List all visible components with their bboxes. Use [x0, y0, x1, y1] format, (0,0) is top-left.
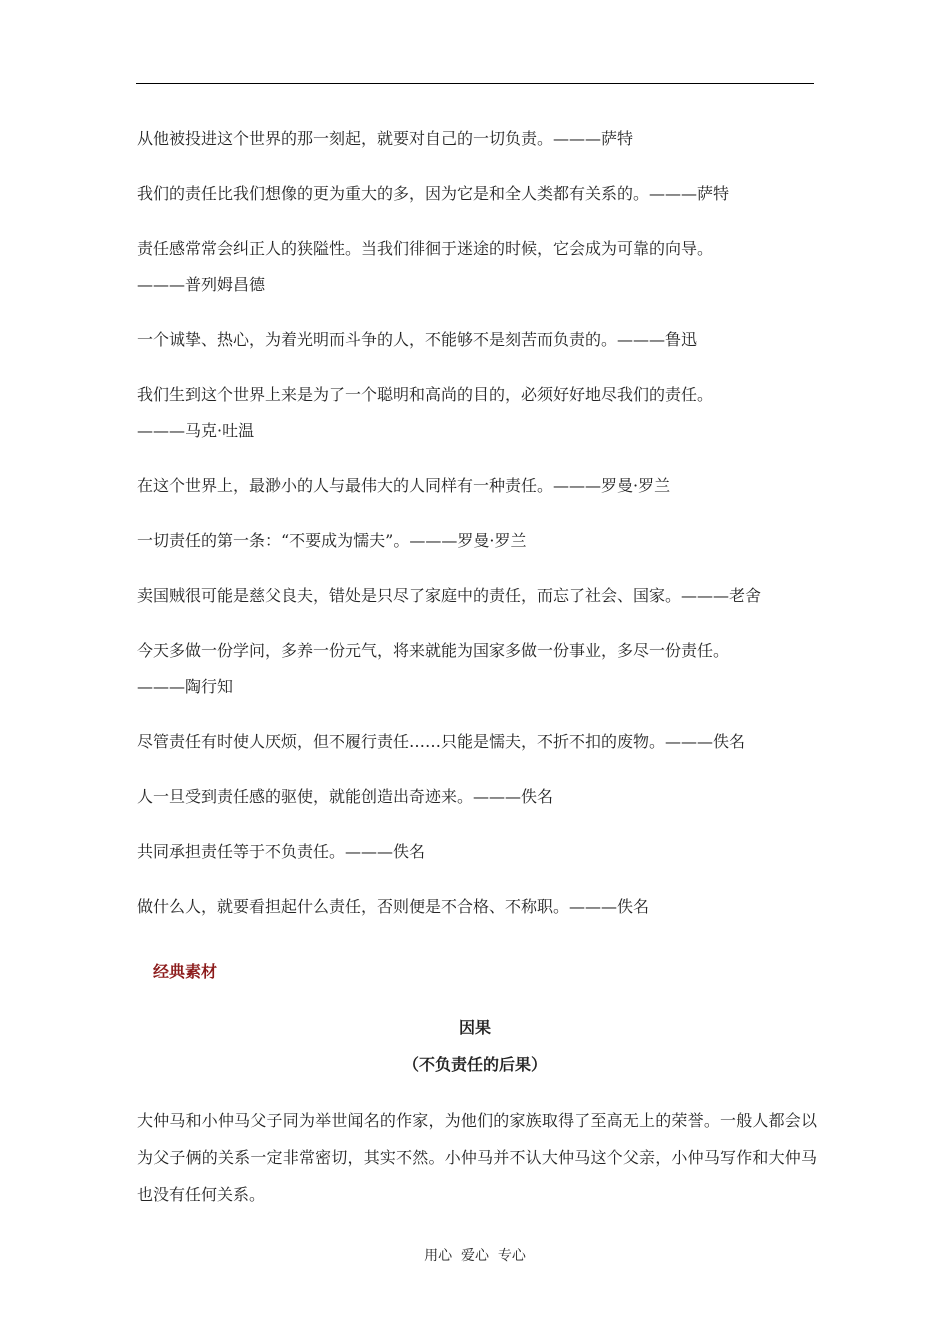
story-subtitle: （不负责任的后果） [402, 1055, 547, 1074]
quote-item: 一切责任的第一条：“不要成为懦夫”。———罗曼·罗兰 [137, 531, 527, 550]
quote-item: 责任感常常会纠正人的狭隘性。当我们徘徊于迷途的时候，它会成为可靠的向导。 ———普列姆昌德 [137, 239, 714, 294]
quote-item: 从他被投进这个世界的那一刻起，就要对自己的一切负责。———萨特 [137, 129, 634, 148]
quote-item: 我们的责任比我们想像的更为重大的多，因为它是和全人类都有关系的。———萨特 [137, 184, 730, 203]
story-body: 大仲马和小仲马父子同为举世闻名的作家，为他们的家族取得了至高无上的荣誉。一般人都会以为父子俩的关系一定非常密切，其实不然。小仲马并不认大仲马这个父亲，小仲马写作和大仲马也没有任何关系。 [137, 1111, 817, 1204]
quote-item: 今天多做一份学问，多养一份元气，将来就能为国家多做一份事业，多尽一份责任。 ———陶行知 [137, 641, 730, 696]
quote-item: 我们生到这个世界上来是为了一个聪明和高尚的目的，必须好好地尽我们的责任。 ———马克·吐温 [137, 385, 714, 440]
quote-list [137, 121, 817, 944]
page-footer: 用心 爱心 专心 [424, 1248, 526, 1264]
quote-item: 在这个世界上，最渺小的人与最伟大的人同样有一种责任。———罗曼·罗兰 [137, 476, 671, 495]
header-rule [136, 83, 814, 84]
quote-item: 人一旦受到责任感的驱使，就能创造出奇迹来。———佚名 [137, 787, 554, 806]
quote-item: 一个诚挚、热心，为着光明而斗争的人，不能够不是刻苦而负责的。———鲁迅 [137, 330, 698, 349]
quote-item: 尽管责任有时使人厌烦，但不履行责任……只能是懦夫，不折不扣的废物。———佚名 [137, 732, 746, 751]
section-title: 经典素材 [153, 962, 218, 981]
quote-item: 做什么人，就要看担起什么责任，否则便是不合格、不称职。———佚名 [137, 897, 650, 916]
story-title: 因果 [458, 1018, 491, 1037]
quote-item: 共同承担责任等于不负责任。———佚名 [137, 842, 426, 861]
quote-item: 卖国贼很可能是慈父良夫，错处是只尽了家庭中的责任，而忘了社会、国家。———老舍 [137, 586, 762, 605]
